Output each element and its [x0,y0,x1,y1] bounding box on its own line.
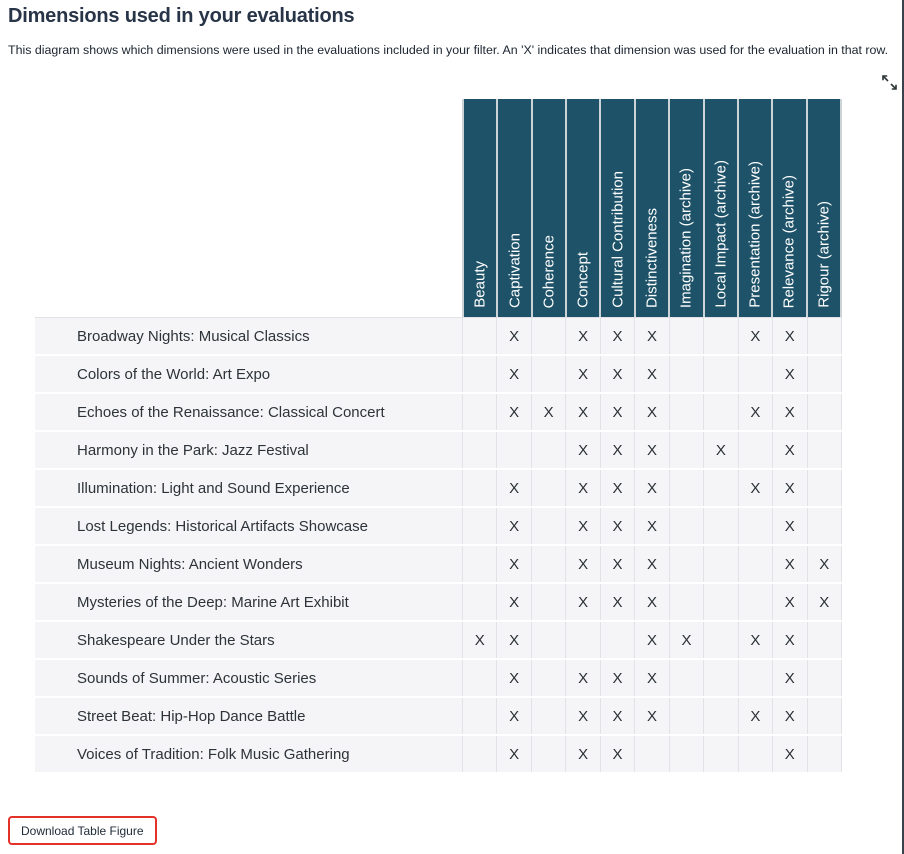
column-header-imagination-archive [668,99,702,317]
matrix-cell-captivation: X [496,660,530,696]
matrix-body [35,317,842,774]
matrix-cell-coherence [531,584,565,620]
column-header-coherence [531,99,565,317]
matrix-cell-captivation: X [496,318,530,354]
table-row-voices-of-tradition-folk-music-gathering [35,736,842,774]
matrix-cell-captivation [496,432,530,468]
table-row-echoes-of-the-renaissance-classical-concert [35,394,842,432]
matrix-cell-distinctiveness: X [634,356,668,392]
column-header-concept [565,99,599,317]
table-row-illumination-light-and-sound-experience [35,470,842,508]
matrix-cell-distinctiveness: X [634,698,668,734]
matrix-cell-rigour-archive [807,698,842,734]
row-cells [462,736,842,772]
row-label: Harmony in the Park: Jazz Festival [35,432,462,468]
table-row-museum-nights-ancient-wonders [35,546,842,584]
row-cells [462,546,842,582]
matrix-cell-coherence [531,698,565,734]
matrix-cell-cultural-contribution: X [600,660,634,696]
column-header-relevance-archive [771,99,805,317]
matrix-cell-beauty [462,660,496,696]
matrix-cell-presentation-archive [738,736,772,772]
matrix-cell-cultural-contribution: X [600,584,634,620]
column-header-label: Presentation (archive) [746,161,764,308]
matrix-cell-relevance-archive: X [772,546,806,582]
matrix-cell-concept [565,622,599,658]
row-label: Colors of the World: Art Expo [35,356,462,392]
column-header-rigour-archive [806,99,842,317]
matrix-cell-presentation-archive: X [738,622,772,658]
column-header-beauty [462,99,496,317]
matrix-cell-distinctiveness: X [634,394,668,430]
column-header-label: Coherence [540,234,558,308]
row-cells [462,660,842,696]
matrix-cell-rigour-archive [807,736,842,772]
dimension-column-headers [462,99,842,317]
matrix-cell-beauty [462,470,496,506]
matrix-cell-rigour-archive [807,318,842,354]
matrix-cell-cultural-contribution: X [600,736,634,772]
matrix-cell-beauty: X [462,622,496,658]
matrix-cell-imagination-archive: X [669,622,703,658]
matrix-cell-cultural-contribution: X [600,508,634,544]
matrix-cell-relevance-archive: X [772,698,806,734]
matrix-cell-beauty [462,508,496,544]
matrix-cell-cultural-contribution: X [600,356,634,392]
column-header-label: Concept [574,252,592,308]
matrix-cell-rigour-archive [807,394,842,430]
matrix-cell-local-impact-archive [703,698,737,734]
matrix-cell-imagination-archive [669,432,703,468]
matrix-cell-distinctiveness [634,736,668,772]
matrix-cell-local-impact-archive [703,660,737,696]
row-label: Shakespeare Under the Stars [35,622,462,658]
matrix-cell-presentation-archive [738,356,772,392]
matrix-cell-relevance-archive: X [772,470,806,506]
matrix-cell-coherence [531,622,565,658]
matrix-cell-beauty [462,432,496,468]
dimensions-matrix-figure [35,99,842,774]
row-label: Sounds of Summer: Acoustic Series [35,660,462,696]
row-label: Voices of Tradition: Folk Music Gathering [35,736,462,772]
matrix-cell-distinctiveness: X [634,470,668,506]
matrix-cell-coherence [531,432,565,468]
matrix-header-row [35,99,842,317]
matrix-cell-beauty [462,318,496,354]
matrix-cell-local-impact-archive [703,736,737,772]
row-label: Broadway Nights: Musical Classics [35,318,462,354]
table-row-street-beat-hip-hop-dance-battle [35,698,842,736]
matrix-cell-relevance-archive: X [772,660,806,696]
column-header-local-impact-archive [703,99,737,317]
matrix-cell-relevance-archive: X [772,508,806,544]
matrix-cell-concept: X [565,698,599,734]
page-description: This diagram shows which dimensions were used in the evaluations included in your filter. An 'X' indicates that dimension was used for the evaluation in that row. [8,43,889,57]
row-label: Street Beat: Hip-Hop Dance Battle [35,698,462,734]
row-cells [462,318,842,354]
matrix-cell-cultural-contribution: X [600,546,634,582]
column-header-label: Relevance (archive) [780,174,798,308]
matrix-cell-rigour-archive [807,660,842,696]
matrix-cell-coherence [531,318,565,354]
matrix-cell-imagination-archive [669,736,703,772]
matrix-cell-rigour-archive [807,470,842,506]
row-label: Lost Legends: Historical Artifacts Showcase [35,508,462,544]
matrix-cell-imagination-archive [669,508,703,544]
column-header-label: Beauty [471,261,489,308]
matrix-cell-distinctiveness: X [634,508,668,544]
matrix-cell-presentation-archive: X [738,470,772,506]
column-header-label: Local Impact (archive) [712,160,730,308]
matrix-cell-coherence [531,508,565,544]
matrix-cell-coherence [531,356,565,392]
matrix-cell-imagination-archive [669,660,703,696]
matrix-cell-cultural-contribution [600,622,634,658]
expand-diagonal-arrows-icon [881,74,898,91]
table-row-sounds-of-summer-acoustic-series [35,660,842,698]
row-cells [462,470,842,506]
matrix-cell-presentation-archive [738,584,772,620]
matrix-cell-concept: X [565,546,599,582]
matrix-cell-concept: X [565,470,599,506]
matrix-cell-presentation-archive [738,546,772,582]
matrix-cell-beauty [462,546,496,582]
matrix-cell-rigour-archive [807,432,842,468]
column-header-captivation [496,99,530,317]
matrix-cell-concept: X [565,584,599,620]
matrix-cell-imagination-archive [669,584,703,620]
matrix-cell-concept: X [565,660,599,696]
matrix-cell-local-impact-archive [703,470,737,506]
matrix-cell-local-impact-archive [703,508,737,544]
matrix-cell-captivation: X [496,546,530,582]
matrix-cell-coherence: X [531,394,565,430]
matrix-cell-relevance-archive: X [772,584,806,620]
matrix-cell-rigour-archive: X [807,546,842,582]
matrix-cell-cultural-contribution: X [600,394,634,430]
column-header-label: Cultural Contribution [609,171,627,308]
column-header-label: Imagination (archive) [677,167,695,308]
matrix-cell-relevance-archive: X [772,394,806,430]
matrix-cell-concept: X [565,394,599,430]
table-row-lost-legends-historical-artifacts-showcase [35,508,842,546]
matrix-cell-beauty [462,698,496,734]
matrix-cell-presentation-archive [738,660,772,696]
matrix-cell-beauty [462,394,496,430]
matrix-cell-presentation-archive: X [738,318,772,354]
matrix-cell-beauty [462,584,496,620]
matrix-cell-cultural-contribution: X [600,698,634,734]
table-row-mysteries-of-the-deep-marine-art-exhibit [35,584,842,622]
column-header-cultural-contribution [599,99,633,317]
matrix-cell-distinctiveness: X [634,432,668,468]
matrix-cell-imagination-archive [669,698,703,734]
matrix-cell-coherence [531,660,565,696]
matrix-cell-local-impact-archive [703,356,737,392]
matrix-cell-captivation: X [496,622,530,658]
matrix-cell-presentation-archive: X [738,698,772,734]
row-cells [462,432,842,468]
matrix-cell-rigour-archive: X [807,584,842,620]
matrix-cell-local-impact-archive [703,546,737,582]
matrix-cell-coherence [531,546,565,582]
row-label: Echoes of the Renaissance: Classical Concert [35,394,462,430]
row-label: Mysteries of the Deep: Marine Art Exhibit [35,584,462,620]
column-header-label: Captivation [506,232,524,308]
matrix-cell-concept: X [565,432,599,468]
matrix-cell-concept: X [565,508,599,544]
row-cells [462,356,842,392]
matrix-cell-distinctiveness: X [634,318,668,354]
row-label: Museum Nights: Ancient Wonders [35,546,462,582]
row-cells [462,584,842,620]
download-table-figure-button[interactable]: Download Table Figure [8,816,157,845]
matrix-cell-imagination-archive [669,356,703,392]
column-header-distinctiveness [634,99,668,317]
row-cells [462,698,842,734]
column-header-label: Distinctiveness [643,207,661,308]
matrix-cell-rigour-archive [807,356,842,392]
table-row-colors-of-the-world-art-expo [35,356,842,394]
matrix-cell-captivation: X [496,508,530,544]
table-row-shakespeare-under-the-stars [35,622,842,660]
matrix-cell-imagination-archive [669,318,703,354]
row-cells [462,508,842,544]
matrix-cell-cultural-contribution: X [600,432,634,468]
matrix-cell-cultural-contribution: X [600,318,634,354]
matrix-cell-rigour-archive [807,622,842,658]
matrix-cell-beauty [462,356,496,392]
row-cells [462,622,842,658]
row-label: Illumination: Light and Sound Experience [35,470,462,506]
matrix-cell-captivation: X [496,698,530,734]
matrix-cell-relevance-archive: X [772,622,806,658]
matrix-cell-captivation: X [496,736,530,772]
matrix-cell-presentation-archive: X [738,394,772,430]
matrix-cell-concept: X [565,736,599,772]
matrix-cell-imagination-archive [669,546,703,582]
row-cells [462,394,842,430]
matrix-cell-distinctiveness: X [634,584,668,620]
matrix-cell-captivation: X [496,584,530,620]
matrix-cell-distinctiveness: X [634,622,668,658]
matrix-cell-captivation: X [496,470,530,506]
matrix-cell-concept: X [565,318,599,354]
matrix-cell-imagination-archive [669,394,703,430]
matrix-cell-local-impact-archive [703,584,737,620]
matrix-cell-coherence [531,470,565,506]
matrix-cell-local-impact-archive: X [703,432,737,468]
matrix-cell-presentation-archive [738,508,772,544]
column-header-presentation-archive [737,99,771,317]
table-row-broadway-nights-musical-classics [35,318,842,356]
matrix-cell-cultural-contribution: X [600,470,634,506]
matrix-cell-local-impact-archive [703,318,737,354]
matrix-cell-relevance-archive: X [772,318,806,354]
expand-figure-button[interactable] [878,72,900,94]
page-title: Dimensions used in your evaluations [8,5,355,27]
matrix-cell-imagination-archive [669,470,703,506]
matrix-corner-spacer [35,99,462,317]
matrix-cell-distinctiveness: X [634,660,668,696]
matrix-cell-distinctiveness: X [634,546,668,582]
matrix-cell-beauty [462,736,496,772]
matrix-cell-concept: X [565,356,599,392]
matrix-cell-relevance-archive: X [772,432,806,468]
table-row-harmony-in-the-park-jazz-festival [35,432,842,470]
matrix-cell-presentation-archive [738,432,772,468]
matrix-cell-relevance-archive: X [772,736,806,772]
column-header-label: Rigour (archive) [815,201,833,308]
matrix-cell-coherence [531,736,565,772]
matrix-cell-captivation: X [496,394,530,430]
matrix-cell-rigour-archive [807,508,842,544]
matrix-cell-local-impact-archive [703,622,737,658]
matrix-cell-local-impact-archive [703,394,737,430]
matrix-cell-relevance-archive: X [772,356,806,392]
matrix-cell-captivation: X [496,356,530,392]
